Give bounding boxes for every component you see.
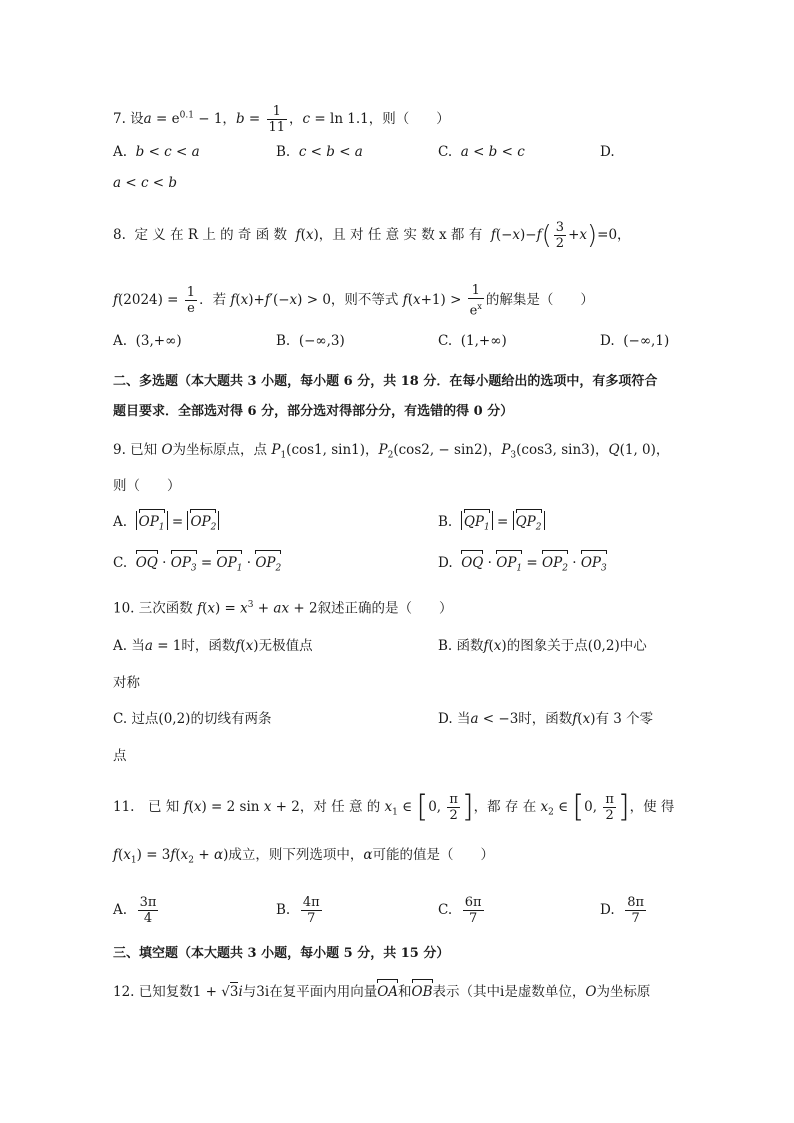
question-10-stem: 10. 三次函数 $f(x) = x^3$ + ax + 2叙述正确的是（ ） bbox=[113, 600, 453, 617]
fraction-pi-over-2-a: $\frac{\pi}{2}$ bbox=[449, 792, 458, 823]
question-11-option-c[interactable]: C. $\frac{6\pi}{7}$ bbox=[438, 895, 482, 926]
question-11-stem-line-1: 11. 已 知 f(x) = 2 sin x + 2，对 任 意 的 $x_1$ ∈ [0, $\frac{\pi}{2}$ ]，都 存 在 $x_2$ ∈ [0, $\frac{\pi}{2}$ ]，使 得 bbox=[113, 789, 675, 825]
question-10-option-d[interactable]: D. 当a < −3时，函数f(x)有 3 个零 bbox=[438, 711, 654, 727]
question-7-option-d-text: a < c < b bbox=[113, 175, 178, 191]
question-8-option-d[interactable]: D. (−∞,1) bbox=[600, 333, 670, 349]
question-8-option-a[interactable]: A. (3,+∞) bbox=[113, 333, 182, 349]
question-9-stem: 9. 已知 O为坐标原点，点 $P_1(\cos 1$, sin1)，$P_2(\cos 2$, − sin2)，$P_3(\cos 3$, sin3)，Q(1, 0)， bbox=[113, 442, 670, 461]
question-10-option-d-wrap: 点 bbox=[113, 748, 127, 764]
question-8-stem-line-2: f(2024) = $\frac{1}{e}$ ．若 f(x)+f′(−x) > 0，则不等式 f(x+1) > $\frac{1}{e^x}$ 的解集是（ ） bbox=[113, 283, 594, 319]
fraction-3-over-2: $\frac{3}{2}$ bbox=[555, 220, 565, 251]
fraction-1-over-e: $\frac{1}{e}$ bbox=[186, 285, 196, 317]
question-9-stem-tail: 则（ ） bbox=[113, 478, 181, 494]
question-11-option-d[interactable]: D. $\frac{8\pi}{7}$ bbox=[600, 895, 645, 926]
question-8-option-c[interactable]: C. (1,+∞) bbox=[438, 333, 507, 349]
question-7-option-d[interactable]: D. bbox=[600, 144, 615, 160]
fraction-1-over-e-power-x: $\frac{1}{e^x}$ bbox=[469, 283, 482, 319]
question-11-option-a[interactable]: A. $\frac{3\pi}{4}$ bbox=[113, 895, 157, 926]
fraction-pi-over-2-b: $\frac{\pi}{2}$ bbox=[605, 792, 614, 823]
question-10-option-b-wrap: 对称 bbox=[113, 675, 140, 691]
question-9-option-a[interactable]: A. $OP_1 = OP_2$ bbox=[113, 512, 219, 538]
question-12-stem: 12. 已知复数1 + √3i与3i在复平面内用向量OA和OB表示（其中i是虚数单位，O为坐标原 bbox=[113, 984, 651, 1000]
fraction-1-over-11: $\frac{1}{11}$ bbox=[268, 104, 286, 135]
question-11-stem-line-2: $f(x_1) = 3f(x_2 + \alpha)$成立，则下列选项中，α可能的值是（ ） bbox=[113, 847, 494, 866]
question-10-option-a[interactable]: A. 当a = 1时，函数f(x)无极值点 bbox=[113, 638, 313, 654]
question-7-stem: 7. 设$a = e^{0.1} - 1$，b = $\frac{1}{11}$ ，c = ln 1.1，则（ ） bbox=[113, 104, 450, 135]
question-8-stem-line-1: 8. 定 义 在 R 上 的 奇 函 数 f(x)，且 对 任 意 实 数 x 都 有 f(−x)−f( $\frac{3}{2}$ +x)=0， bbox=[113, 220, 631, 251]
question-9-option-b[interactable]: B. $QP_1 = QP_2$ bbox=[438, 512, 545, 538]
question-9-option-d[interactable]: D. OQ · $OP_1 = OP_2 \cdot OP_3$ bbox=[438, 553, 607, 579]
question-9-option-c[interactable]: C. OQ · $OP_3 = OP_1 \cdot OP_2$ bbox=[113, 553, 281, 579]
question-7-option-b[interactable]: B. c < b < a bbox=[276, 144, 363, 160]
question-11-option-b[interactable]: B. $\frac{4\pi}{7}$ bbox=[276, 895, 320, 926]
section-2-heading-line-2: 题目要求．全部选对得 6 分，部分选对得部分分，有选错的得 0 分） bbox=[113, 404, 514, 419]
question-7-option-a[interactable]: A. b < c < a bbox=[113, 144, 200, 160]
question-8-option-b[interactable]: B. (−∞,3) bbox=[276, 333, 345, 349]
section-2-heading-line-1: 二、多选题（本大题共 3 小题，每小题 6 分，共 18 分．在每小题给出的选项中，有多项符合 bbox=[113, 374, 658, 389]
question-10-option-b[interactable]: B. 函数f(x)的图象关于点(0,2)中心 bbox=[438, 638, 647, 654]
question-10-option-c[interactable]: C. 过点(0,2)的切线有两条 bbox=[113, 711, 272, 727]
section-3-heading: 三、填空题（本大题共 3 小题，每小题 5 分，共 15 分） bbox=[113, 946, 450, 961]
question-7-option-c[interactable]: C. a < b < c bbox=[438, 144, 525, 160]
